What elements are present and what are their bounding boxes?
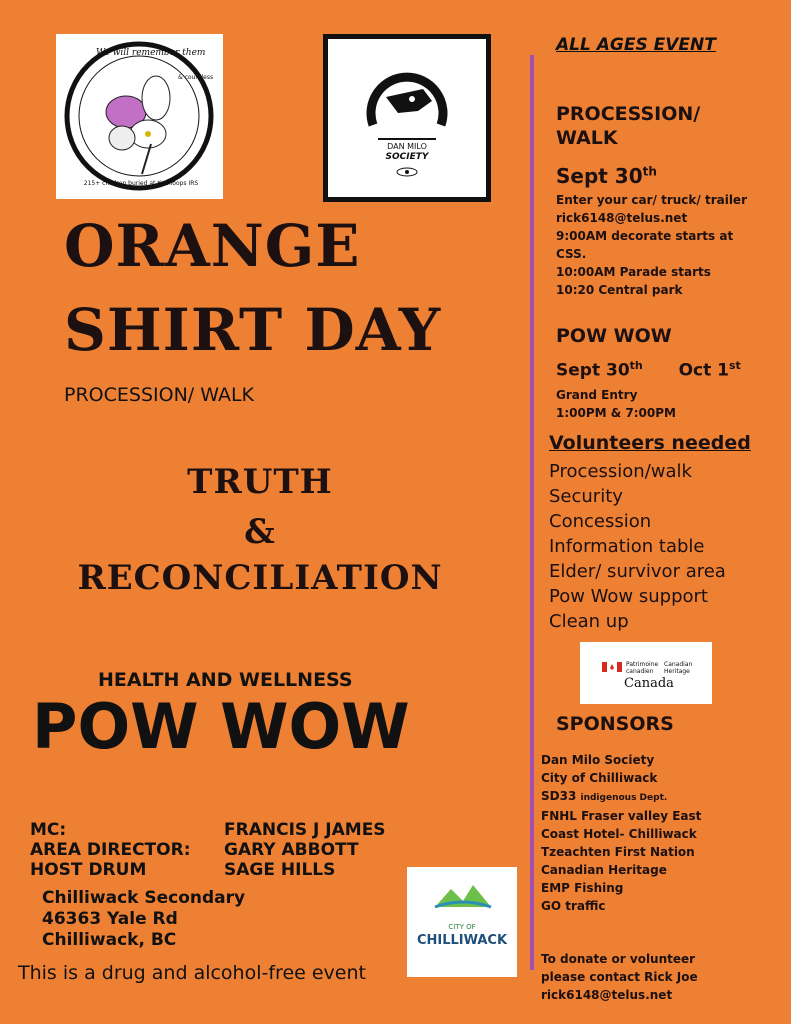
footer-note: This is a drug and alcohol-free event — [18, 962, 366, 984]
volunteer-item: Elder/ survivor area — [549, 561, 726, 582]
contact-line: please contact Rick Joe — [541, 970, 698, 984]
volunteers-list — [549, 459, 726, 634]
sponsor-item: Tzeachten First Nation — [541, 845, 695, 859]
contact-block — [541, 950, 698, 1004]
credit-role: AREA DIRECTOR: — [30, 840, 191, 860]
credit-director — [30, 840, 386, 860]
credits-block — [30, 820, 386, 880]
credit-name: GARY ABBOTT — [224, 840, 359, 860]
remember-bottom-text: 215+ children buried at Kamloops IRS — [83, 180, 199, 187]
sponsor-item: FNHL Fraser valley East — [541, 809, 702, 823]
canada-en-text: Canadian Heritage — [664, 661, 693, 675]
address-block — [42, 888, 245, 951]
credit-role: HOST DRUM — [30, 860, 147, 880]
detail-line: Enter your car/ truck/ trailer — [556, 193, 747, 207]
procession-heading-1: PROCESSION/ — [556, 103, 701, 125]
address-line: Chilliwack Secondary — [42, 888, 246, 908]
remember-logo — [56, 34, 223, 199]
detail-line: CSS. — [556, 247, 587, 261]
canadian-heritage-logo — [580, 642, 712, 704]
credit-name: SAGE HILLS — [224, 860, 336, 880]
truth-heading: TRUTH — [187, 462, 333, 502]
grand-entry-label: Grand Entry — [556, 388, 638, 402]
detail-line: 10:20 Central park — [556, 283, 683, 297]
health-heading: HEALTH AND WELLNESS — [98, 669, 353, 691]
date-suffix: st — [729, 359, 741, 372]
contact-email: rick6148@telus.net — [541, 988, 673, 1002]
mountains-icon — [407, 867, 517, 927]
all-ages-heading: ALL AGES EVENT — [556, 35, 716, 55]
remember-top-text: We will remember them — [96, 48, 206, 58]
volunteer-item: Information table — [549, 536, 705, 557]
sponsors-heading: SPONSORS — [556, 713, 674, 735]
powwow-side-heading: POW WOW — [556, 325, 672, 347]
title-line-2: SHIRT DAY — [64, 296, 442, 364]
chilliwack-text: CHILLIWACK — [416, 933, 508, 948]
address-line: 46363 Yale Rd — [42, 909, 178, 929]
sponsor-item: Coast Hotel- Chilliwack — [541, 827, 697, 841]
sponsor-go-traffic: GO traffic — [541, 899, 606, 913]
address-line: Chilliwack, BC — [42, 930, 177, 950]
volunteer-item: Procession/walk — [549, 461, 692, 482]
sponsor-item — [541, 787, 701, 807]
contact-line: To donate or volunteer — [541, 952, 696, 966]
date-text: Sept 30 — [556, 164, 643, 188]
credit-name: FRANCIS J JAMES — [224, 820, 386, 840]
detail-line: rick6148@telus.net — [556, 211, 688, 225]
chilliwack-logo — [407, 867, 517, 977]
eye-icon — [396, 167, 418, 177]
credit-role: MC: — [30, 820, 67, 840]
detail-line: 9:00AM decorate starts at — [556, 229, 734, 243]
powwow-dates — [556, 359, 741, 381]
volunteer-item: Clean up — [549, 611, 629, 632]
volunteer-item: Security — [549, 486, 623, 507]
grand-entry-times: 1:00PM & 7:00PM — [556, 406, 676, 420]
title-line-1: ORANGE — [64, 212, 361, 280]
date-text: Sept 30 — [556, 360, 630, 381]
remember-side-text: & countless — [178, 74, 214, 81]
dan-milo-logo — [323, 34, 491, 202]
reconciliation-heading: RECONCILIATION — [77, 558, 443, 598]
procession-date — [556, 164, 657, 188]
sponsor-name: SD33 — [541, 789, 577, 803]
sponsor-item: Dan Milo Society — [541, 753, 655, 767]
credit-mc — [30, 820, 386, 840]
date-text: Oct 1 — [678, 360, 729, 381]
credit-drum — [30, 860, 386, 880]
canada-fr-text: Patrimoine canadien — [626, 661, 659, 675]
vertical-divider — [530, 55, 534, 970]
procession-details — [556, 191, 747, 299]
volunteer-item: Pow Wow support — [549, 586, 708, 607]
date-suffix: th — [642, 164, 657, 179]
procession-heading-2: WALK — [556, 127, 618, 149]
amp-heading: & — [244, 512, 276, 552]
sponsor-note: indigenous Dept. — [580, 793, 668, 803]
subtitle: PROCESSION/ WALK — [64, 384, 255, 406]
volunteers-heading: Volunteers needed — [549, 432, 751, 454]
sponsor-item: EMP Fishing — [541, 881, 624, 895]
sponsors-list — [541, 751, 701, 897]
sponsor-item: Canadian Heritage — [541, 863, 667, 877]
powwow-heading: POW WOW — [32, 690, 410, 763]
volunteer-item: Concession — [549, 511, 652, 532]
grand-entry-block — [556, 386, 676, 422]
date-suffix: th — [629, 359, 643, 372]
flower-emblem-icon — [56, 34, 223, 199]
canada-wordmark: Canada — [624, 676, 674, 691]
detail-line: 10:00AM Parade starts — [556, 265, 711, 279]
sponsor-item: City of Chilliwack — [541, 771, 658, 785]
dan-milo-text: DAN MILO — [387, 142, 427, 151]
canada-flag-icon — [602, 662, 622, 672]
society-text: SOCIETY — [385, 152, 429, 162]
city-of-text: CITY OF — [448, 923, 476, 931]
